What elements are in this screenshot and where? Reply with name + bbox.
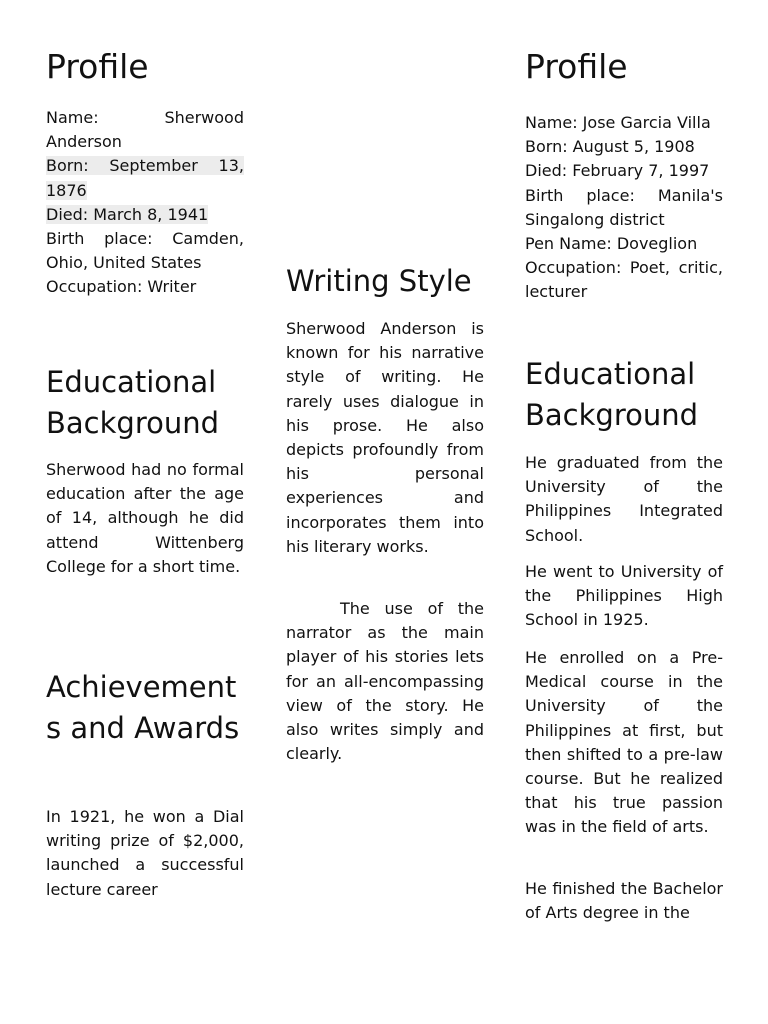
writing-style-paragraph-1: Sherwood Anderson is known for his narrative style of writing. He rarely uses dialogue in his prose. He also depicts profoundly from his personal experiences and incorporates them into his literary works.: [286, 319, 484, 556]
right-profile-name: Name: Jose Garcia Villa: [525, 113, 711, 132]
right-profile-born: Born: August 5, 1908: [525, 137, 695, 157]
left-profile-born: [46, 154, 244, 202]
right-education-paragraph: He went to University of the Philippines High School in 1925.: [525, 562, 723, 630]
writing-style-heading: Writing Style: [286, 264, 472, 298]
left-profile-born-text: Born: September 13, 1876: [46, 156, 244, 200]
left-profile-birthplace: Birth place: Camden, Ohio, United States: [46, 229, 244, 273]
writing-style-paragraph-2: The use of the narrator as the main player of his stories lets for an all-encompassing view of the story. He also writes simply and clearly.: [286, 599, 484, 764]
right-education-paragraph: He finished the Bachelor of Arts degree in the: [525, 879, 723, 923]
left-education-text: Sherwood had no formal education after the age of 14, although he did attend Wittenberg College for a short time.: [46, 460, 244, 576]
left-profile-occupation: Occupation: Writer: [46, 277, 197, 297]
right-profile-heading: Profile: [525, 47, 628, 86]
right-profile-penname: Pen Name: Doveglion: [525, 234, 698, 254]
right-education-paragraph: He enrolled on a Pre-Medical course in the University of the Philippines at first, but then shifted to a pre-law course. But he realized that his true passion was in the field of arts.: [525, 648, 723, 837]
left-profile-died: [46, 203, 244, 227]
left-profile-details: [46, 106, 244, 300]
right-education-paragraph: He graduated from the University of the Philippines Integrated School.: [525, 453, 723, 545]
left-achievements-heading: Achievements and Awards: [46, 670, 240, 745]
right-profile-died: Died: February 7, 1997: [525, 161, 710, 181]
left-achievements-text: In 1921, he won a Dial writing prize of $2,000, launched a successful lecture career: [46, 807, 244, 899]
right-profile-birthplace: Birth place: Manila's Singalong district: [525, 185, 723, 229]
right-education-heading: Educational Background: [525, 357, 699, 432]
left-profile-heading: Profile: [46, 47, 149, 86]
right-profile-occupation: Occupation: Poet, critic, lecturer: [525, 258, 723, 302]
left-profile-name: Name: Sherwood Anderson: [46, 108, 244, 152]
left-profile-died-text: Died: March 8, 1941: [46, 204, 209, 224]
left-education-heading: Educational Background: [46, 365, 220, 440]
right-profile-details: [525, 111, 723, 305]
